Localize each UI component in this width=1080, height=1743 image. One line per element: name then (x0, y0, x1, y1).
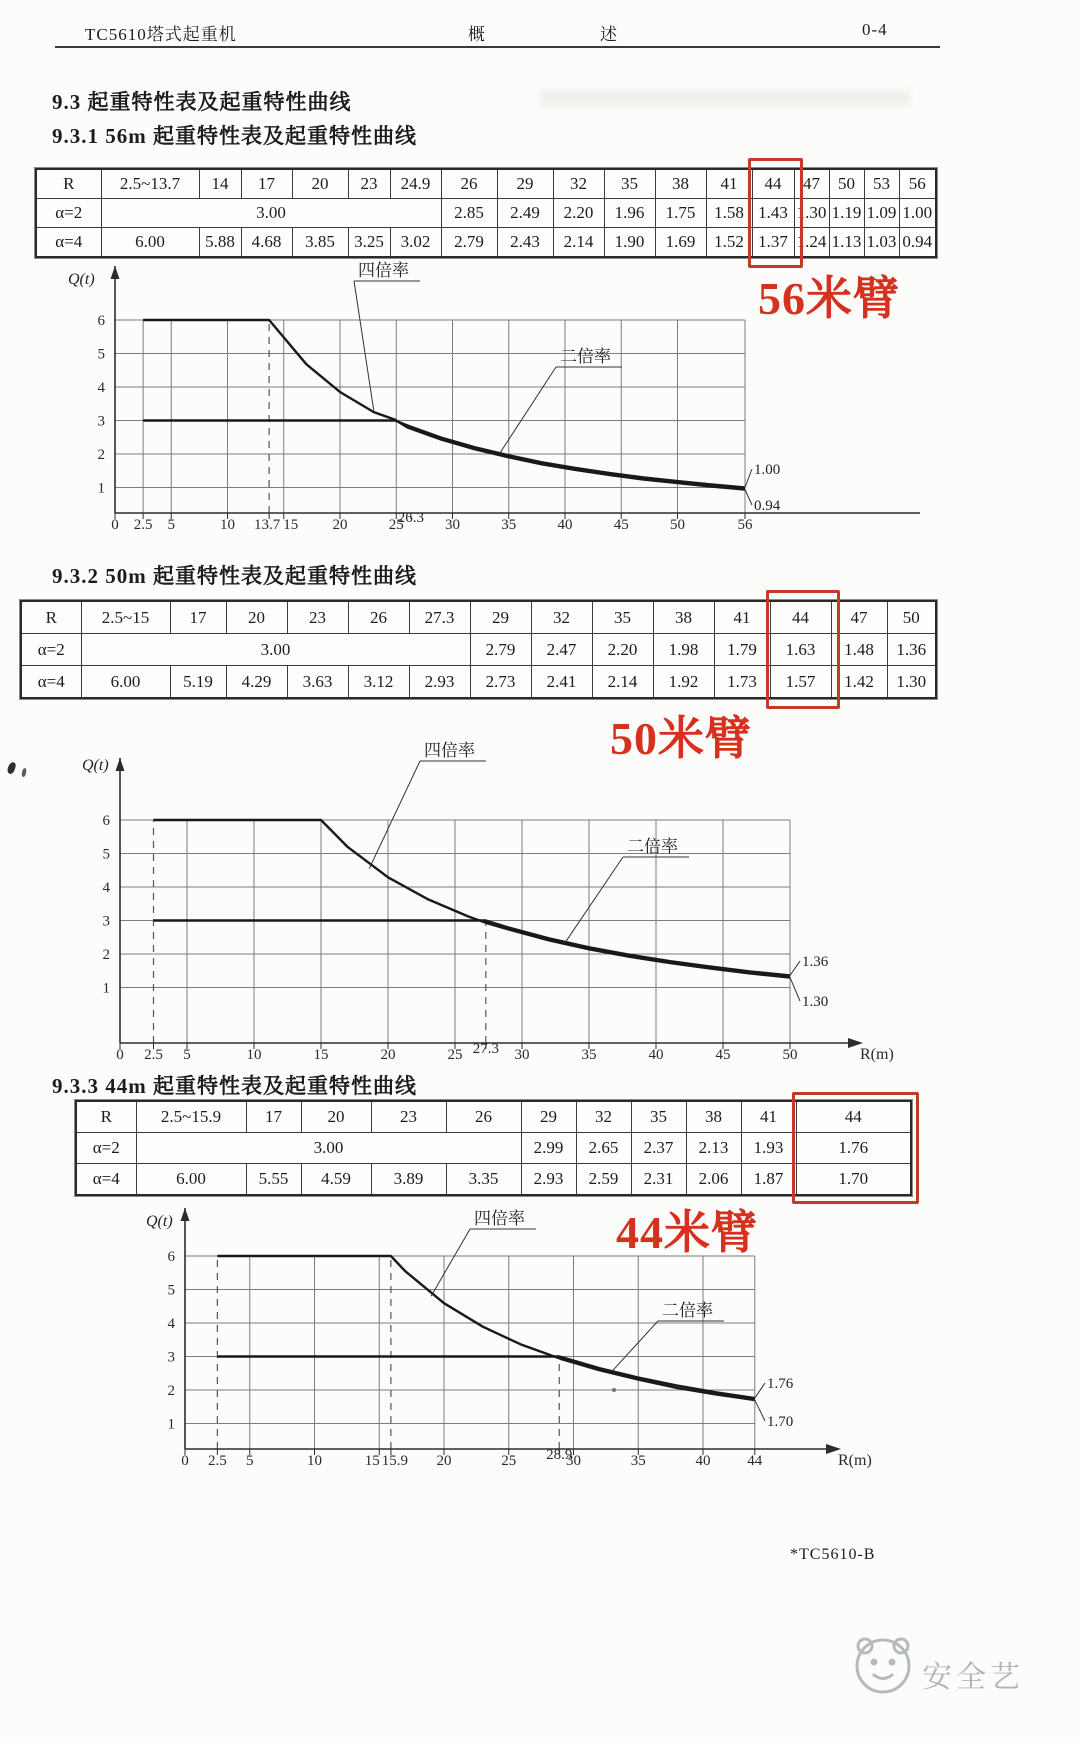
x-tick-label: 20 (332, 517, 348, 533)
radius-col-header: 50 (887, 601, 936, 634)
capacity-cell: 2.59 (576, 1164, 631, 1196)
scan-pen-mark (21, 768, 27, 778)
jib-length-title: 44米臂 (616, 1207, 758, 1258)
radius-col-header: 26 (441, 169, 497, 199)
radius-col-header: 32 (553, 169, 604, 199)
x-tick-label: 2.5 (133, 517, 153, 533)
radius-col-header: 35 (592, 601, 653, 634)
x-tick-label: 0 (116, 1047, 124, 1063)
curve-annotation-label: 四倍率 (474, 1209, 525, 1228)
capacity-cell: 3.63 (287, 666, 348, 699)
radius-col-header: 35 (631, 1101, 686, 1133)
capacity-cell: 2.20 (592, 634, 653, 666)
x-tick-label: 0 (111, 517, 119, 533)
capacity-cell: 4.59 (301, 1164, 371, 1196)
radius-col-header: 17 (246, 1101, 301, 1133)
x-tick-label: 45 (613, 517, 629, 533)
heading-9-3: 9.3 起重特性表及起重特性曲线 (52, 90, 352, 114)
x-tick-label: 40 (557, 517, 573, 533)
load-curve-chart-56米臂 (60, 258, 980, 550)
capacity-cell: 6.00 (101, 228, 199, 258)
radius-col-header: 38 (686, 1101, 741, 1133)
capacity-cell: 2.65 (576, 1133, 631, 1164)
curve-α=4 (143, 320, 745, 490)
capacity-cell: 1.96 (604, 199, 655, 228)
heading-9-3-2: 9.3.2 50m 起重特性表及起重特性曲线 (52, 564, 417, 588)
capacity-cell: 2.41 (531, 666, 592, 699)
load-curve-chart-44米臂 (60, 1196, 980, 1496)
radius-col-header: 41 (741, 1101, 796, 1133)
y-axis-label: Q(t) (82, 757, 109, 774)
x-tick-label: 50 (782, 1047, 798, 1063)
x-axis-unit-label: R(m) (860, 1046, 894, 1063)
capacity-cell: 1.36 (887, 634, 936, 666)
y-tick-label: 2 (97, 447, 105, 463)
end-label-leader (745, 469, 752, 488)
capacity-cell: 3.85 (292, 228, 348, 258)
capacity-cell: 1.93 (741, 1133, 796, 1164)
y-axis-label: Q(t) (68, 271, 95, 288)
end-label-leader (790, 961, 800, 975)
x-tick-label: 5 (183, 1047, 191, 1063)
x-tick-label: 25 (501, 1453, 517, 1469)
x-tick-label: 25 (388, 517, 404, 533)
radius-col-header: 32 (531, 601, 592, 634)
x-tick-label: 5 (167, 517, 175, 533)
capacity-cell: 1.30 (887, 666, 936, 699)
radius-col-header: 24.9 (390, 169, 441, 199)
radius-col-header: 2.5~13.7 (101, 169, 199, 199)
capacity-cell: 4.68 (241, 228, 292, 258)
x-tick-label: 50 (670, 517, 685, 533)
radius-col-header: 32 (576, 1101, 631, 1133)
alpha-row-label: α=4 (76, 1164, 136, 1196)
end-label-leader (745, 490, 752, 505)
x-tick-label: 35 (630, 1453, 646, 1469)
curve-annotation-label: 二倍率 (662, 1301, 713, 1320)
capacity-cell: 3.35 (446, 1164, 521, 1196)
x-tick-label: 35 (581, 1047, 597, 1063)
alpha-row-label: α=4 (21, 666, 81, 699)
y-tick-label: 5 (97, 346, 105, 363)
curve-α=4 (217, 1256, 754, 1400)
end-label-leader (790, 977, 800, 1001)
capacity-cell: 4.29 (226, 666, 287, 699)
x-tick-label: 10 (307, 1453, 322, 1469)
y-tick-label: 2 (167, 1383, 175, 1399)
y-tick-label: 1 (97, 480, 105, 497)
scan-smudge (540, 90, 910, 106)
capacity-cell: 1.90 (604, 228, 655, 258)
watermark-logo (848, 1628, 918, 1698)
capacity-cell-span: 3.00 (81, 634, 470, 666)
x-axis-unit-label: R(m) (838, 1452, 872, 1469)
capacity-cell: 1.69 (655, 228, 706, 258)
y-tick-label: 6 (167, 1249, 175, 1265)
x-tick-label: 56 (737, 517, 753, 533)
radius-col-header: 41 (706, 169, 752, 199)
capacity-cell: 2.73 (470, 666, 531, 699)
y-tick-label: 2 (102, 947, 110, 963)
capacity-cell: 2.14 (553, 228, 604, 258)
end-label-leader (755, 1400, 765, 1421)
x-tick-label: 40 (695, 1453, 711, 1469)
capacity-cell-span: 3.00 (136, 1133, 521, 1164)
capacity-cell: 2.06 (686, 1164, 741, 1196)
capacity-cell: 1.70 (796, 1164, 911, 1196)
radius-col-header: 17 (241, 169, 292, 199)
radius-col-header: 2.5~15.9 (136, 1101, 246, 1133)
x-tick-label: 15 (364, 1453, 380, 1469)
x-tick-label: 30 (514, 1047, 530, 1063)
radius-col-header: 23 (348, 169, 390, 199)
capacity-table-50m (20, 600, 937, 699)
x-tick-label: 15.9 (381, 1453, 409, 1469)
radius-col-header: 47 (794, 169, 829, 199)
capacity-cell: 5.55 (246, 1164, 301, 1196)
x-tick-label: 27.3 (472, 1041, 499, 1057)
capacity-cell: 2.43 (497, 228, 553, 258)
capacity-cell: 0.94 (899, 228, 936, 258)
capacity-cell: 1.37 (752, 228, 794, 258)
load-curve-chart-50米臂 (60, 700, 980, 1078)
capacity-cell: 2.79 (441, 228, 497, 258)
capacity-cell: 6.00 (81, 666, 170, 699)
radius-col-header: 20 (292, 169, 348, 199)
capacity-cell: 5.88 (199, 228, 241, 258)
capacity-cell: 2.37 (631, 1133, 686, 1164)
capacity-cell: 2.93 (409, 666, 470, 699)
curve-annotation-label: 二倍率 (627, 837, 678, 856)
x-tick-label: 45 (715, 1047, 731, 1063)
capacity-cell: 1.79 (714, 634, 770, 666)
capacity-cell: 6.00 (136, 1164, 246, 1196)
x-tick-label: 0 (181, 1453, 189, 1469)
x-tick-label: 30 (566, 1453, 581, 1469)
row-header-R: R (36, 169, 101, 199)
capacity-cell: 3.02 (390, 228, 441, 258)
annotation-leader-line (369, 761, 420, 869)
capacity-cell: 2.13 (686, 1133, 741, 1164)
radius-col-header: 23 (287, 601, 348, 634)
radius-col-header: 38 (655, 169, 706, 199)
curve-annotation-label: 二倍率 (560, 347, 611, 366)
y-tick-label: 5 (167, 1282, 175, 1299)
alpha-row-label: α=2 (36, 199, 101, 228)
row-header-R: R (21, 601, 81, 634)
capacity-cell: 2.47 (531, 634, 592, 666)
x-tick-label: 30 (445, 517, 460, 533)
x-tick-label: 28.9 (546, 1447, 573, 1463)
capacity-cell: 1.73 (714, 666, 770, 699)
capacity-cell: 2.14 (592, 666, 653, 699)
header-product-name: TC5610塔式起重机 (85, 25, 237, 44)
radius-col-header: 29 (470, 601, 531, 634)
radius-col-header: 44 (752, 169, 794, 199)
capacity-cell: 1.30 (794, 199, 829, 228)
capacity-cell: 1.03 (864, 228, 899, 258)
heading-9-3-1: 9.3.1 56m 起重特性表及起重特性曲线 (52, 124, 417, 148)
capacity-cell: 1.19 (829, 199, 864, 228)
radius-col-header: 41 (714, 601, 770, 634)
y-axis-arrow (116, 758, 125, 771)
capacity-cell: 1.24 (794, 228, 829, 258)
y-tick-label: 6 (102, 813, 110, 829)
capacity-cell: 1.43 (752, 199, 794, 228)
jib-length-title: 56米臂 (758, 273, 900, 324)
curve-α=2 (217, 1357, 754, 1399)
heading-9-3-3: 9.3.3 44m 起重特性表及起重特性曲线 (52, 1074, 417, 1098)
capacity-cell: 1.00 (899, 199, 936, 228)
x-tick-label: 15 (313, 1047, 329, 1063)
x-tick-label: 20 (380, 1047, 396, 1063)
capacity-cell: 2.93 (521, 1164, 576, 1196)
capacity-cell: 1.13 (829, 228, 864, 258)
x-tick-label: 40 (648, 1047, 664, 1063)
radius-col-header: 56 (899, 169, 936, 199)
x-tick-label: 10 (220, 517, 235, 533)
x-tick-label: 25 (447, 1047, 463, 1063)
x-tick-label: 10 (246, 1047, 262, 1063)
capacity-cell: 2.20 (553, 199, 604, 228)
radius-col-header: 20 (301, 1101, 371, 1133)
y-tick-label: 3 (97, 413, 105, 430)
annotation-leader-line (354, 281, 374, 410)
row-header-R: R (76, 1101, 136, 1133)
capacity-cell: 2.31 (631, 1164, 686, 1196)
radius-col-header: 26 (446, 1101, 521, 1133)
capacity-cell: 3.89 (371, 1164, 446, 1196)
x-tick-label: 15 (283, 517, 299, 533)
capacity-cell: 2.85 (441, 199, 497, 228)
x-tick-label: 2.5 (144, 1047, 163, 1063)
y-axis-label: Q(t) (146, 1213, 173, 1230)
alpha-row-label: α=2 (21, 634, 81, 666)
x-tick-label: 2.5 (208, 1453, 227, 1469)
radius-col-header: 44 (796, 1101, 911, 1133)
capacity-cell: 2.49 (497, 199, 553, 228)
capacity-cell: 1.58 (706, 199, 752, 228)
curve-end-value: 1.30 (802, 994, 829, 1010)
header-section-title-char2: 述 (600, 25, 618, 44)
annotation-leader-line (431, 1229, 470, 1296)
radius-col-header: 47 (831, 601, 887, 634)
capacity-cell: 1.63 (770, 634, 831, 666)
header-rule (55, 46, 940, 48)
x-tick-label: 5 (246, 1453, 254, 1469)
end-label-leader (755, 1383, 765, 1398)
curve-end-value: 0.94 (754, 498, 781, 514)
capacity-cell: 1.09 (864, 199, 899, 228)
header-page-number: 0-4 (862, 20, 888, 39)
curve-end-value: 1.00 (754, 462, 781, 478)
radius-col-header: 35 (604, 169, 655, 199)
curve-end-value: 1.70 (767, 1414, 794, 1430)
capacity-cell: 1.52 (706, 228, 752, 258)
capacity-cell: 1.76 (796, 1133, 911, 1164)
capacity-cell: 1.92 (653, 666, 714, 699)
y-tick-label: 3 (167, 1349, 175, 1366)
jib-length-title: 50米臂 (610, 713, 752, 764)
radius-col-header: 50 (829, 169, 864, 199)
y-tick-label: 4 (102, 880, 110, 896)
radius-col-header: 2.5~15 (81, 601, 170, 634)
alpha-row-label: α=2 (76, 1133, 136, 1164)
y-axis-arrow (181, 1208, 190, 1221)
x-tick-label: 20 (436, 1453, 452, 1469)
capacity-cell: 1.87 (741, 1164, 796, 1196)
radius-col-header: 26 (348, 601, 409, 634)
capacity-cell: 1.98 (653, 634, 714, 666)
annotation-leader-line (612, 1321, 658, 1371)
y-tick-label: 5 (102, 846, 110, 863)
y-axis-arrow (111, 266, 120, 279)
capacity-cell: 5.19 (170, 666, 226, 699)
capacity-cell-span: 3.00 (101, 199, 441, 228)
y-tick-label: 4 (97, 380, 105, 396)
radius-col-header: 14 (199, 169, 241, 199)
capacity-cell: 3.12 (348, 666, 409, 699)
radius-col-header: 29 (497, 169, 553, 199)
x-tick-label: 26.3 (397, 510, 424, 526)
annotation-leader-line (500, 367, 556, 453)
radius-col-header: 17 (170, 601, 226, 634)
radius-col-header: 23 (371, 1101, 446, 1133)
radius-col-header: 20 (226, 601, 287, 634)
scan-pen-mark (6, 761, 16, 775)
capacity-cell: 1.48 (831, 634, 887, 666)
radius-col-header: 44 (770, 601, 831, 634)
annotation-leader-line (565, 857, 623, 943)
footer-document-code: *TC5610-B (790, 1546, 876, 1563)
x-tick-label: 35 (501, 517, 517, 533)
y-tick-label: 4 (167, 1316, 175, 1332)
capacity-table-56m (35, 168, 937, 258)
watermark-text: 安全艺 (922, 1661, 1024, 1694)
radius-col-header: 53 (864, 169, 899, 199)
radius-col-header: 38 (653, 601, 714, 634)
capacity-cell: 3.25 (348, 228, 390, 258)
radius-col-header: 29 (521, 1101, 576, 1133)
y-tick-label: 6 (97, 313, 105, 329)
curve-end-value: 1.36 (802, 954, 829, 970)
capacity-cell: 2.99 (521, 1133, 576, 1164)
curve-annotation-label: 四倍率 (358, 261, 409, 280)
header-section-title-char1: 概 (468, 25, 486, 44)
capacity-cell: 2.79 (470, 634, 531, 666)
x-tick-label: 13.7 (254, 517, 281, 533)
capacity-cell: 1.57 (770, 666, 831, 699)
y-tick-label: 1 (167, 1416, 175, 1433)
capacity-cell: 1.42 (831, 666, 887, 699)
y-tick-label: 1 (102, 980, 110, 997)
capacity-cell: 1.75 (655, 199, 706, 228)
curve-end-value: 1.76 (767, 1376, 794, 1392)
x-tick-label: 44 (747, 1453, 763, 1469)
radius-col-header: 27.3 (409, 601, 470, 634)
curve-annotation-label: 四倍率 (424, 741, 475, 760)
y-tick-label: 3 (102, 913, 110, 930)
capacity-table-44m (75, 1100, 912, 1196)
alpha-row-label: α=4 (36, 228, 101, 258)
